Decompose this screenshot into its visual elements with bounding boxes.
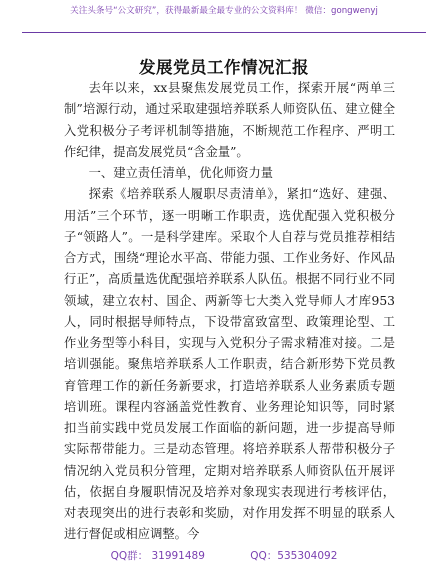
footer-qq-contact: QQ：535304092 — [250, 550, 338, 562]
document-body — [64, 78, 395, 546]
paragraph-intro: 去年以来，xx县聚焦发展党员工作，探索开展“两单三制”培源行动，通过采取建强培养联系人师资队伍、建立健全入党积极分子考评机制等措施，不断规范工作程序、严明工作纪律，提高发展党员“含金量”。 — [64, 81, 395, 159]
footer-qq-group: QQ群： 31991489 — [110, 550, 205, 562]
footer — [0, 548, 448, 563]
header-banner — [22, 2, 426, 33]
document-title: 发展党员工作情况汇报 — [139, 58, 309, 77]
section-heading-1: 一、建立责任清单，优化师资力量 — [88, 166, 274, 180]
header-banner-text: 关注头条号“公文研究”，获得最新最全最专业的公文资料库！ 微信：gongwenyj — [70, 6, 378, 16]
paragraph-section-1: 探索《培养联系人履职尽责清单》，紧扣“选好、建强、用活”三个环节，逐一明晰工作职责，选优配强入党积极分子“领路人”。一是科学建库。采取个人自荐与党员推荐相结合方式，围绕“理论水平高、带能力强、工作业务好、作风品行正”，高质量选优配强培养联系人队伍。根据不同行业不同领域，建立农村、国企、两新等七大类入党导师人才库953人，同时根据导师特点，下设带富致富型、政策理论型、工作业务型等小科目，实现与入党积分子需求精准对接。二是培训强能。聚焦培养联系人工作职责，结合新形势下党员教育管理工作的新任务新要求，打造培养联系人业务素质专题培训班。课程内容涵盖党性教育、业务理论知识等，同时紧扣当前实践中党员发展工作面临的新问题，进一步提高导师实际帮带能力。三是动态管理。将培养联系人帮带积极分子情况纳入党员积分管理，定期对培养联系人师资队伍开展评估，依据自身履职情况及培养对象现实表现进行考核评估，对表现突出的进行表彰和奖励，对作用发挥不明显的联系人进行督促或相应调整。今 — [64, 187, 395, 542]
